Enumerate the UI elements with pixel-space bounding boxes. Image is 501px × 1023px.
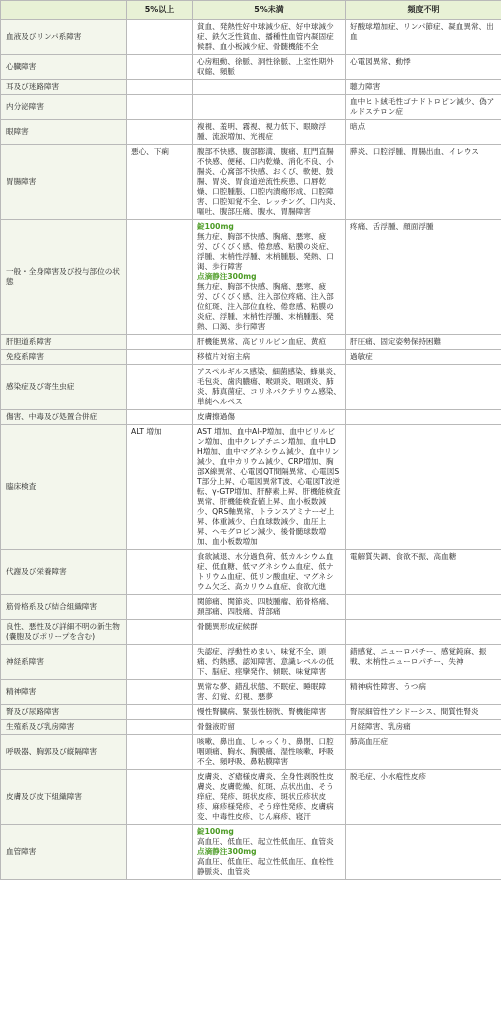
freq-unknown-cell: 脱毛症、小水疱性皮疹: [346, 770, 501, 825]
header-blank: [1, 1, 127, 20]
freq-5pct-or-more-cell: ALT 増加: [127, 425, 193, 550]
freq-5pct-or-more-cell: [127, 680, 193, 705]
freq-unknown-cell: 精神病性障害、うつ病: [346, 680, 501, 705]
category-cell: 血液及びリンパ系障害: [1, 20, 127, 55]
category-cell: 肝胆道系障害: [1, 335, 127, 350]
freq-less-than-5pct-cell: 複視、羞明、霧視、視力低下、眼瞼浮腫、流涙増加、光視症: [193, 120, 346, 145]
freq-less-than-5pct-cell: AST 増加、血中Al-P増加、血中ビリルビン増加、血中クレアチニン増加、血中LDH増加、血中マグネシウム減少、血中リン減少、血中カリウム減少、CRP増加、胸部X線異常、心電図QT間隔異常、心電図ST部分上昇、心電図異常T波、心電図T波逆転、γ-GTP増加、肝酵素上昇、肝機能検査異常、肝機能検査値上昇、血小板数減少、QRS軸異常、トランスアミナーゼ上昇、体重減少、白血球数減少、血圧上昇、ヘモグロビン減少、後骨髄球数増加、血小板数増加: [193, 425, 346, 550]
table-row: [1, 550, 501, 595]
freq-5pct-or-more-cell: [127, 620, 193, 645]
freq-less-than-5pct-cell: 皮膚擦過傷: [193, 410, 346, 425]
freq-less-than-5pct-cell: 心房粗動、徐脈、洞性徐脈、上室性期外収縮、頻脈: [193, 55, 346, 80]
freq-5pct-or-more-cell: [127, 720, 193, 735]
freq-5pct-or-more-cell: [127, 550, 193, 595]
category-cell: 傷害、中毒及び処置合併症: [1, 410, 127, 425]
formulation-reactions: 高血圧、低血圧、起立性低血圧、血栓性静脈炎、血管炎: [197, 857, 334, 876]
table-row: [1, 425, 501, 550]
freq-5pct-or-more-cell: [127, 220, 193, 335]
category-cell: 免疫系障害: [1, 350, 127, 365]
category-cell: 耳及び迷路障害: [1, 80, 127, 95]
table-row: [1, 120, 501, 145]
freq-less-than-5pct-cell: 異常な夢、錯乱状態、不眠症、睡眠障害、幻覚、幻視、悪夢: [193, 680, 346, 705]
freq-5pct-or-more-cell: [127, 20, 193, 55]
category-cell: 代謝及び栄養障害: [1, 550, 127, 595]
table-row: [1, 95, 501, 120]
freq-unknown-cell: 聴力障害: [346, 80, 501, 95]
freq-less-than-5pct-cell: 肝機能異常、高ビリルビン血症、黄疸: [193, 335, 346, 350]
category-cell: 胃腸障害: [1, 145, 127, 220]
table-row: [1, 620, 501, 645]
freq-less-than-5pct-cell: 失認症、浮動性めまい、味覚不全、頭痛、灼熱感、認知障害、意識レベルの低下、脳症、痙攣発作、傾眠、味覚障害: [193, 645, 346, 680]
freq-less-than-5pct-cell: 貧血、発熱性好中球減少症、好中球減少症、鉄欠乏性貧血、播種性血管内凝固症候群、血小板減少症、骨髄機能不全: [193, 20, 346, 55]
freq-unknown-cell: 血中ヒト絨毛性ゴナドトロピン減少、偽アルドステロン症: [346, 95, 501, 120]
freq-less-than-5pct-cell: 食欲減退、水分過負荷、低カルシウム血症、低血糖、低マグネシウム血症、低ナトリウム血症、低リン酸血症、マグネシウム欠乏、高カリウム血症、食欲亢進: [193, 550, 346, 595]
freq-less-than-5pct-cell: アスペルギルス感染、細菌感染、蜂巣炎、毛包炎、歯肉膿瘍、喉頭炎、咽頭炎、肺炎、肺真菌症、コリネバクテリウム感染、単純ヘルペス: [193, 365, 346, 410]
freq-less-than-5pct-cell: 骨髄異形成症候群: [193, 620, 346, 645]
freq-less-than-5pct-cell: 慢性腎臓病、緊張性膀胱、腎機能障害: [193, 705, 346, 720]
freq-5pct-or-more-cell: [127, 595, 193, 620]
freq-5pct-or-more-cell: [127, 335, 193, 350]
freq-5pct-or-more-cell: [127, 705, 193, 720]
freq-unknown-cell: 肝圧痛、固定姿勢保持困難: [346, 335, 501, 350]
formulation-label: 点滴静注300mg: [197, 272, 257, 281]
freq-5pct-or-more-cell: [127, 770, 193, 825]
freq-unknown-cell: 疼痛、舌浮腫、顔面浮腫: [346, 220, 501, 335]
freq-5pct-or-more-cell: 悪心、下痢: [127, 145, 193, 220]
header-less-than-5pct: 5%未満: [193, 1, 346, 20]
table-row: [1, 220, 501, 335]
table-row: [1, 770, 501, 825]
formulation-reactions: 無力症、胸部不快感、胸痛、悪寒、疲労、びくびく感、倦怠感、粘膜の炎症、浮腫、末梢性浮腫、末梢腫脹、発熱、口渇、歩行障害: [197, 232, 334, 271]
table-row: [1, 365, 501, 410]
freq-5pct-or-more-cell: [127, 410, 193, 425]
freq-5pct-or-more-cell: [127, 645, 193, 680]
freq-unknown-cell: 錯感覚、ニューロパチー、感覚鈍麻、振戦、末梢性ニューロパチー、失神: [346, 645, 501, 680]
table-row: [1, 645, 501, 680]
freq-unknown-cell: 肺高血圧症: [346, 735, 501, 770]
freq-5pct-or-more-cell: [127, 120, 193, 145]
freq-5pct-or-more-cell: [127, 735, 193, 770]
category-cell: 腎及び尿路障害: [1, 705, 127, 720]
freq-unknown-cell: [346, 825, 501, 880]
freq-less-than-5pct-cell: 咳嗽、鼻出血、しゃっくり、鼻閉、口腔咽頭痛、胸水、胸膜痛、湿性咳嗽、呼吸不全、頻呼吸、鼻粘膜障害: [193, 735, 346, 770]
table-row: [1, 680, 501, 705]
freq-unknown-cell: [346, 410, 501, 425]
header-frequency-unknown: 頻度不明: [346, 1, 501, 20]
freq-unknown-cell: 暗点: [346, 120, 501, 145]
category-cell: 心臓障害: [1, 55, 127, 80]
freq-less-than-5pct-cell: [193, 220, 346, 335]
table-row: [1, 410, 501, 425]
header-5pct-or-more: 5%以上: [127, 1, 193, 20]
freq-less-than-5pct-cell: [193, 80, 346, 95]
freq-5pct-or-more-cell: [127, 95, 193, 120]
freq-less-than-5pct-cell: 骨盤液貯留: [193, 720, 346, 735]
category-cell: 内分泌障害: [1, 95, 127, 120]
table-row: [1, 705, 501, 720]
freq-5pct-or-more-cell: [127, 365, 193, 410]
formulation-reactions: 無力症、胸部不快感、胸痛、悪寒、疲労、びくびく感、注入部位疼痛、注入部位紅斑、注入部位血栓、倦怠感、粘膜の炎症、浮腫、末梢性浮腫、末梢腫脹、発熱、口渇、歩行障害: [197, 282, 334, 331]
freq-unknown-cell: 心電図異常、動悸: [346, 55, 501, 80]
freq-unknown-cell: [346, 365, 501, 410]
category-cell: 精神障害: [1, 680, 127, 705]
category-cell: 眼障害: [1, 120, 127, 145]
freq-unknown-cell: 膵炎、口腔浮腫、胃腸出血、イレウス: [346, 145, 501, 220]
freq-less-than-5pct-cell: 移植片対宿主病: [193, 350, 346, 365]
table-row: [1, 595, 501, 620]
freq-less-than-5pct-cell: 関節痛、関節炎、四肢腫瘤、筋骨格痛、頚部痛、四肢痛、背部痛: [193, 595, 346, 620]
category-cell: 一般・全身障害及び投与部位の状態: [1, 220, 127, 335]
category-cell: 皮膚及び皮下組織障害: [1, 770, 127, 825]
freq-5pct-or-more-cell: [127, 825, 193, 880]
header-row: [1, 1, 501, 20]
table-row: [1, 145, 501, 220]
category-cell: 生殖系及び乳房障害: [1, 720, 127, 735]
formulation-label: 錠100mg: [197, 222, 234, 231]
freq-unknown-cell: 過敏症: [346, 350, 501, 365]
freq-5pct-or-more-cell: [127, 350, 193, 365]
freq-unknown-cell: 好酸球増加症、リンパ節症、凝血異常、出血: [346, 20, 501, 55]
table-row: [1, 335, 501, 350]
formulation-reactions: 高血圧、低血圧、起立性低血圧、血管炎: [197, 837, 334, 846]
formulation-label: 点滴静注300mg: [197, 847, 257, 856]
category-cell: 良性、悪性及び詳細不明の新生物(嚢胞及びポリープを含む): [1, 620, 127, 645]
table-row: [1, 55, 501, 80]
freq-less-than-5pct-cell: [193, 825, 346, 880]
freq-unknown-cell: 腎尿細管性アシドーシス、間質性腎炎: [346, 705, 501, 720]
table-row: [1, 825, 501, 880]
table-row: [1, 80, 501, 95]
category-cell: 神経系障害: [1, 645, 127, 680]
freq-5pct-or-more-cell: [127, 80, 193, 95]
table-row: [1, 720, 501, 735]
freq-less-than-5pct-cell: [193, 95, 346, 120]
table-row: [1, 350, 501, 365]
table-row: [1, 735, 501, 770]
freq-less-than-5pct-cell: 腹部不快感、腹部膨満、腹痛、肛門直腸不快感、便秘、口内乾燥、消化不良、小腸炎、心窩部不快感、おくび、軟便、鼓腸、胃炎、胃食道逆流性疾患、口唇乾燥、口腔腫脹、口腔内潰瘍形成、口腔障害、口腔知覚不全、レッチング、口内炎、嘔吐、腹部圧痛、腹水、胃腸障害: [193, 145, 346, 220]
freq-unknown-cell: [346, 425, 501, 550]
formulation-label: 錠100mg: [197, 827, 234, 836]
freq-5pct-or-more-cell: [127, 55, 193, 80]
category-cell: 臨床検査: [1, 425, 127, 550]
freq-less-than-5pct-cell: 皮膚炎、ざ瘡様皮膚炎、全身性剥脱性皮膚炎、皮膚乾燥、紅斑、点状出血、そう痒症、発疹、斑状皮疹、斑状丘疹状皮疹、麻疹様発疹、そう痒性発疹、皮膚病変、中毒性皮疹、じん麻疹、寝汗: [193, 770, 346, 825]
freq-unknown-cell: [346, 595, 501, 620]
category-cell: 筋骨格系及び結合組織障害: [1, 595, 127, 620]
category-cell: 呼吸器、胸郭及び縦隔障害: [1, 735, 127, 770]
freq-unknown-cell: [346, 620, 501, 645]
category-cell: 血管障害: [1, 825, 127, 880]
freq-unknown-cell: 月経障害、乳房痛: [346, 720, 501, 735]
table-row: [1, 20, 501, 55]
freq-unknown-cell: 電解質失調、食欲不振、高血糖: [346, 550, 501, 595]
category-cell: 感染症及び寄生虫症: [1, 365, 127, 410]
